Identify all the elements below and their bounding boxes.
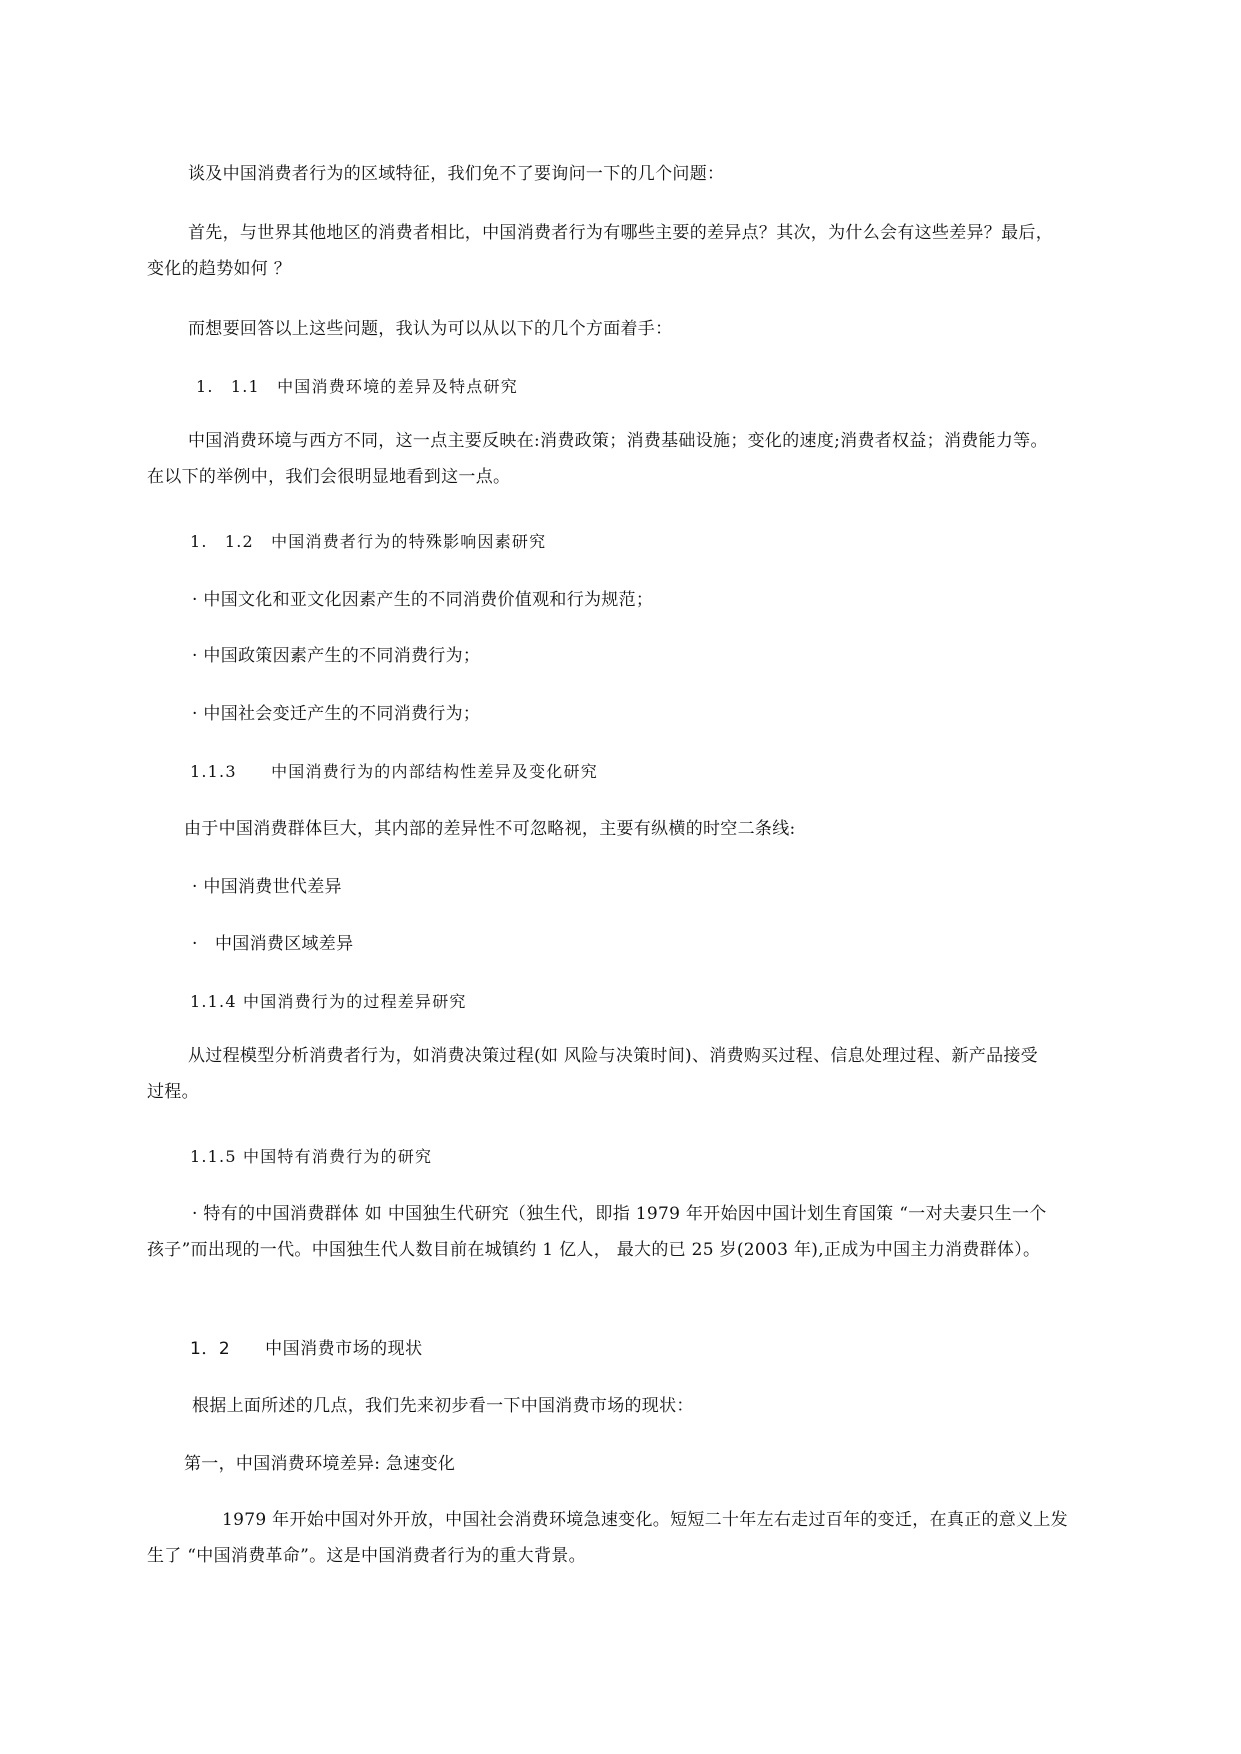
paragraph-first-point: 第一，中国消费环境差异: 急速变化 [184, 1454, 456, 1474]
bullet-generation: · 中国消费世代差异 [192, 877, 342, 897]
paragraph-opening-line1: 1979 年开始中国对外开放，中国社会消费环境急速变化。短短二十年左右走过百年的变迁，在真正的意义上发 [222, 1510, 1068, 1530]
paragraph-process-line1: 从过程模型分析消费者行为，如消费决策过程(如 风险与决策时间)、消费购买过程、信息处理过程、新产品接受 [188, 1046, 1038, 1066]
paragraph-approach: 而想要回答以上这些问题，我认为可以从以下的几个方面着手： [188, 319, 673, 339]
heading-1-1-3: 1.1.3 中国消费行为的内部结构性差异及变化研究 [190, 762, 598, 781]
paragraph-only-child-line2: 孩子”而出现的一代。中国独生代人数目前在城镇约 1 亿人， 最大的已 25 岁(2003 年),正成为中国主力消费群体）。 [147, 1240, 1041, 1260]
bullet-region: · 中国消费区域差异 [192, 934, 354, 954]
paragraph-structure: 由于中国消费群体巨大，其内部的差异性不可忽略视，主要有纵横的时空二条线: [184, 819, 796, 839]
bullet-culture: · 中国文化和亚文化因素产生的不同消费价值观和行为规范； [192, 590, 654, 610]
paragraph-questions-line1: 首先，与世界其他地区的消费者相比，中国消费者行为有哪些主要的差异点？其次，为什么会有这些差异？最后， [188, 223, 1053, 243]
paragraph-opening-line2: 生了 “中国消费革命”。这是中国消费者行为的重大背景。 [147, 1546, 586, 1566]
paragraph-intro: 谈及中国消费者行为的区域特征，我们免不了要询问一下的几个问题： [188, 164, 725, 184]
paragraph-only-child-line1: · 特有的中国消费群体 如 中国独生代研究（独生代，即指 1979 年开始因中国计划生育国策 “一对夫妻只生一个 [192, 1204, 1047, 1224]
heading-1-2-market: 1．2 中国消费市场的现状 [190, 1339, 423, 1359]
heading-1-1: 1. 1.1 中国消费环境的差异及特点研究 [196, 377, 518, 396]
paragraph-environment-line1: 中国消费环境与西方不同，这一点主要反映在:消费政策；消费基础设施；变化的速度;消费者权益；消费能力等。 [188, 431, 1048, 451]
bullet-social-change: · 中国社会变迁产生的不同消费行为； [192, 704, 481, 724]
heading-1-2: 1. 1.2 中国消费者行为的特殊影响因素研究 [190, 532, 547, 551]
heading-1-1-4: 1.1.4 中国消费行为的过程差异研究 [190, 992, 467, 1011]
heading-1-1-5: 1.1.5 中国特有消费行为的研究 [190, 1147, 433, 1166]
paragraph-process-line2: 过程。 [147, 1082, 199, 1102]
bullet-policy: · 中国政策因素产生的不同消费行为； [192, 646, 481, 666]
paragraph-market-intro: 根据上面所述的几点，我们先来初步看一下中国消费市场的现状： [192, 1396, 694, 1416]
paragraph-questions-line2: 变化的趋势如何 ？ [147, 259, 292, 279]
paragraph-environment-line2: 在以下的举例中，我们会很明显地看到这一点。 [147, 467, 511, 487]
